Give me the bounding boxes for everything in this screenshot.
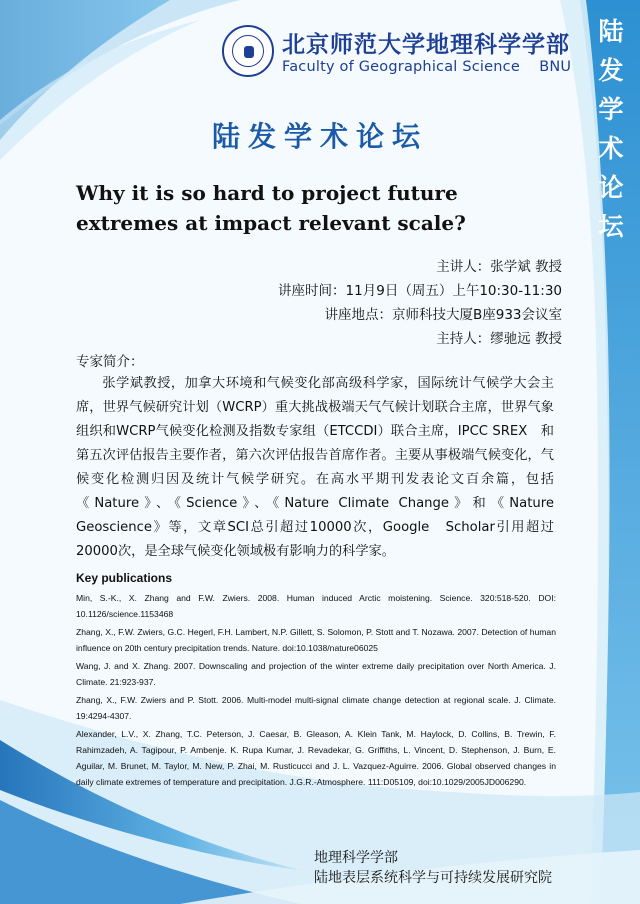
publication-item: Alexander, L.V., X. Zhang, T.C. Peterson, J. Caesar, B. Gleason, A. Klein Tank, M. Haylock, D. Collins, B. Trewin, F. Rahimzadeh, A. Tagipour, P. Ambenje. K. Rupa Kumar, J. Revadekar, G. Griffiths, L. Vincent, D. Stephenson, J. Burn, E. Aguilar, M. Brunet, M. Taylor, M. New, P. Zhai, M. Rusticucci and J. L. Vazquez-Aguirre. 2006. Global observed changes in daily climate extremes of temperature and precipitation. J.G.R.-Atmosphere. 111:D05109, doi:10.1029/2005JD006290. [76,729,556,787]
organizer-footer [314,848,552,888]
university-logo [222,25,274,77]
university-name-en: Faculty of Geographical Science BNU [282,59,572,75]
speaker: 主讲人：张学斌 教授 [436,259,562,275]
publication-item: Wang, J. and X. Zhang. 2007. Downscaling and projection of the winter extreme daily precipitation over North America. J. Climate. 21:923-937. [76,661,556,687]
publications-list [76,590,556,792]
organizer-line-1: 地理科学学部 [314,850,398,866]
publication-item: Zhang, X., F.W. Zwiers, G.C. Hegerl, F.H. Lambert, N.P. Gillett, S. Solomon, P. Stott and T. Nozawa. 2007. Detection of human influence on 20th century precipitation trends. Nature. doi:10.1038/nature06025 [76,627,556,653]
talk-title: Why it is so hard to project future extremes at impact relevant scale? [76,181,466,235]
lecture-place: 讲座地点：京师科技大厦B座933会议室 [324,307,562,323]
bio-text: 张学斌教授，加拿大环境和气候变化部高级科学家，国际统计气候学大会主席，世界气候研究计划（WCRP）重大挑战极端天气气候计划联合主席，世界气象组织和WCRP气候变化检测及指数专家组（ETCCDI）联合主席，IPCC SREX 和第五次评估报告主要作者，第六次评估报告首席作者。主要从事极端气候变化，气候变化检测归因及统计气候学研究。在高水平期刊发表论文百余篇，包括《Nature》、《Science》、《Nature Climate Change》和《Nature Geoscience》等，文章SCI总引超过10000次，Google Scholar引用超过20000次，是全球气候变化领域极有影响力的科学家。 [76,376,554,559]
university-name-cn: 北京师范大学地理科学学部 [282,32,570,58]
host: 主持人：缪驰远 教授 [436,331,562,347]
publication-item: Zhang, X., F.W. Zwiers and P. Stott. 2006. Multi-model multi-signal climate change detection at regional scale. J. Climate. 19:4294-4307. [76,695,556,721]
forum-title: 陆发学术论坛 [211,120,428,153]
side-banner-title: 陆发学术论坛 [595,18,624,252]
lecture-time: 讲座时间：11月9日（周五）上午10:30-11:30 [278,283,562,299]
bio-heading: 专家简介： [76,354,144,370]
publications-heading: Key publications [76,571,173,585]
organizer-line-2: 陆地表层系统科学与可持续发展研究院 [314,870,552,886]
publication-item: Min, S.-K., X. Zhang and F.W. Zwiers. 2008. Human induced Arctic moistening. Science. 320:518-520. DOI: 10.1126/science.1153468 [76,593,556,619]
